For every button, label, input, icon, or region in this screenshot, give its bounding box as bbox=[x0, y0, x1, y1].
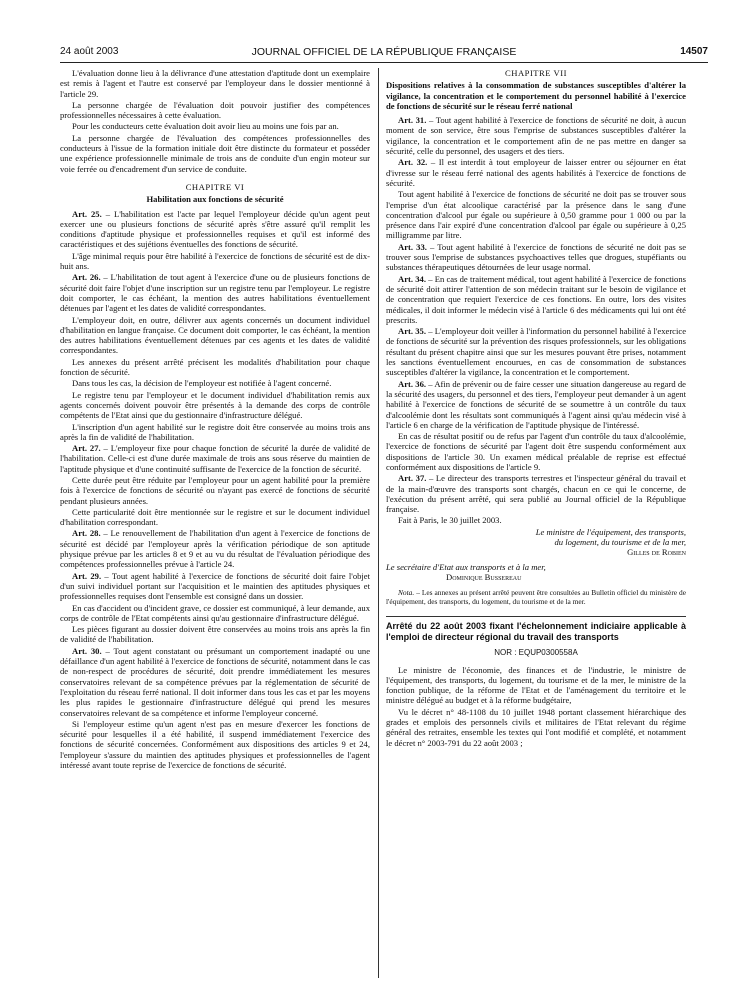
article-text: – En cas de traitement médical, tout agent habilité à l'exercice de fonctions de sécurité doit attirer l'attention de son médecin traitant sur le besoin de vigilance et de concentration que requiert l'exercice de ces fonctions. En outre, lors des visites médicales, il doit informer le médecin visé à l'article 6 des médicaments qui lui ont été prescrits. bbox=[386, 273, 686, 325]
paragraph: L'employeur doit, en outre, délivrer aux agents concernés un document individuel d'habilitation en langue française. Ce document doit comporter, le cas échéant, la mention des autres habilitations éventuellement détenues par ces agents et les dates de validité correspondantes. bbox=[60, 314, 370, 356]
article-text: – Tout agent habilité à l'exercice de fonctions de sécurité ne doit pas se trouver sous l'emprise de substances psychoactives telles que drogues, stupéfiants ou substances thérapeutiques détournées de leur usage normal. bbox=[386, 241, 687, 273]
article-text: – Le directeur des transports terrestres et l'inspecteur général du travail et de la main-d'œuvre des transports sont chargés, chacun en ce qui le concerne, de l'exécution du présent arrêté, qui sera publié au Journal officiel de la République française. bbox=[386, 473, 686, 515]
article-36 bbox=[386, 379, 686, 430]
article-32 bbox=[386, 157, 686, 188]
article-label: Art. 35. bbox=[398, 326, 426, 337]
running-header bbox=[60, 46, 708, 62]
paragraph: Cette durée peut être réduite par l'employeur pour un agent habilité pour la première fois à l'exercice de fonctions de sécurité ou n'ayant pas exercé de fonctions de sécurité pendant plusieurs années. bbox=[60, 474, 370, 506]
paragraph: L'inscription d'un agent habilité sur le registre doit être conservée au moins trois ans après la fin de validité de l'habilitation. bbox=[60, 421, 370, 442]
article-label: Art. 29. bbox=[72, 570, 102, 581]
article-text: – L'habilitation de tout agent à l'exercice d'une ou de plusieurs fonctions de sécurité doit faire l'objet d'une inscription sur un registre tenu par l'employeur. Le registre doit comporter, le cas échéant, la mention des autres habilitations éventuellement détenues par l'agent et les dates de validité correspondantes. bbox=[60, 272, 370, 314]
article-label: Art. 36. bbox=[398, 378, 427, 389]
header-rule bbox=[60, 62, 708, 63]
paragraph: Le ministre de l'économie, des finances et de l'industrie, le ministre de l'équipement, des transports, du logement, du tourisme et de la mer, le ministre de la fonction publique, de la réforme de l'Etat et de l'aménagement du territoire et le ministre délégué au budget et à la réforme budgétaire, bbox=[386, 664, 686, 706]
nor-reference: NOR : EQUP0300558A bbox=[494, 648, 578, 658]
paragraph: Dans tous les cas, la décision de l'employeur est notifiée à l'agent concerné. bbox=[72, 378, 332, 389]
paragraph: Les annexes du présent arrêté précisent les modalités d'habilitation pour chaque fonction de sécurité. bbox=[60, 356, 370, 378]
issue-date: 24 août 2003 bbox=[60, 46, 119, 57]
article-26 bbox=[60, 272, 370, 313]
article-text: – L'employeur fixe pour chaque fonction de sécurité la durée de validité de l'habilitation. Celle-ci est d'une durée maximale de trois ans sous réserve du maintien de l'aptitude physique et d'une continuité suffisante de l'exercice de la fonction de sécurité. bbox=[60, 443, 371, 474]
paragraph: Le registre tenu par l'employeur et le document individuel d'habilitation remis aux agents concernés doivent pouvoir être présentés à la demande des corps de contrôle compétents de l'Etat ainsi que du gestionnaire d'infrastructure délégué. bbox=[60, 389, 370, 421]
paragraph: Cette particularité doit être mentionnée sur le registre et sur le document individuel d'habilitation correspondant. bbox=[60, 506, 370, 528]
article-35 bbox=[386, 326, 686, 377]
chapter-heading: CHAPITRE VII bbox=[505, 68, 567, 78]
article-text: – Le renouvellement de l'habilitation d'un agent à l'exercice de fonctions de sécurité est décidé par l'employeur après la vérification périodique de son aptitude physique prévue par les articles 8 et 9 et au vu du résultat de l'évaluation périodique des compétences professionnelles prévue à l'article 24. bbox=[60, 528, 371, 570]
article-28 bbox=[60, 528, 370, 569]
article-label: Art. 28. bbox=[72, 528, 101, 539]
article-text: – L'habilitation est l'acte par lequel l'employeur décide qu'un agent peut exercer une ou plusieurs fonctions de sécurité après s'être assuré qu'il remplit les conditions d'aptitude physique et professionnelles requises et qu'il est informé des caractéristiques et des sujétions éventuelles des fonctions de sécurité. bbox=[60, 208, 371, 250]
paragraph: En cas d'accident ou d'incident grave, ce dossier est communiqué, à leur demande, aux corps de contrôle de l'Etat compétents ainsi qu'au gestionnaire d'infrastructure délégué. bbox=[60, 602, 370, 623]
article-label: Art. 31. bbox=[398, 115, 427, 126]
journal-title: JOURNAL OFFICIEL DE LA RÉPUBLIQUE FRANÇAISE bbox=[251, 46, 517, 58]
article-label: Art. 33. bbox=[398, 241, 427, 252]
secretary-title: Le secrétaire d'Etat aux transports et à la mer, bbox=[386, 561, 546, 572]
article-label: Art. 27. bbox=[72, 443, 101, 454]
paragraph: Tout agent habilité à l'exercice de fonctions de sécurité ne doit pas se trouver sous l'emprise d'un état alcoolique caractérisé par la présence dans le sang d'une concentration d'alcool pur égale ou supérieure à 0,50 gramme pour 1 000 ou par la présence dans l'air expiré d'une concentration d'alcool par égale ou supérieure à 0,25 milligramme par litre. bbox=[386, 189, 686, 241]
article-31 bbox=[386, 115, 686, 156]
article-27 bbox=[60, 443, 370, 474]
article-text: – L'employeur doit veiller à l'information du personnel habilité à l'exercice de fonctions de sécurité sur la prévention des risques professionnels, sur les obligations résultant du présent chapitre ainsi que sur les mesures pouvant être prises, notamment les sanctions éventuellement encourues, en cas de consommation de substances susceptibles d'altérer la vigilance, la concentration et le comportement. bbox=[386, 326, 687, 378]
paragraph: L'évaluation donne lieu à la délivrance d'une attestation d'aptitude dont un exemplaire est remis à l'agent et l'autre est conservé par l'employeur dans le dossier mentionné à l'article 29. bbox=[60, 68, 370, 99]
article-33 bbox=[386, 242, 686, 273]
paragraph: Pour les conducteurs cette évaluation doit avoir lieu au moins une fois par an. bbox=[72, 121, 339, 132]
decree-title: Arrêté du 22 août 2003 fixant l'échelonnement indiciaire applicable à l'emploi de directeur régional du travail des transports bbox=[386, 621, 686, 642]
note-label: Nota. bbox=[398, 588, 415, 598]
note bbox=[386, 588, 686, 606]
paragraph: En cas de résultat positif ou de refus par l'agent d'un contrôle du taux d'alcoolémie, l'exercice de fonctions de sécurité par l'agent doit être suspendu conformément aux dispositions de l'article 30. Un examen médical préalable de reprise est effectué conformément aux dispositions de l'article 9. bbox=[386, 431, 686, 472]
note-text: – Les annexes au présent arrêté peuvent être consultées au Bulletin officiel du ministère de l'équipement, des transports, du logement, du tourisme et de la mer. bbox=[386, 588, 686, 607]
article-30 bbox=[60, 646, 370, 718]
column-divider bbox=[378, 68, 379, 978]
paragraph: La personne chargée de l'évaluation des compétences professionnelles des conducteurs à l'issue de la formation initiale doit être distincte du formateur et posséder une expérience professionnelle minimale de trois ans de conduite d'un engin moteur sur voie ferrée ou d'encadrement d'un service de conduite. bbox=[60, 132, 370, 174]
page-number: 14507 bbox=[680, 46, 708, 57]
article-29 bbox=[60, 571, 370, 602]
chapter-title: Dispositions relatives à la consommation de substances susceptibles d'altérer la vigilance, la concentration et le comportement du personnel habilité à l'exercice de fonctions de sécurité sur le réseau ferré national bbox=[386, 80, 686, 111]
article-label: Art. 37. bbox=[398, 473, 427, 484]
section-rule bbox=[386, 616, 686, 617]
paragraph: Les pièces figurant au dossier doivent être conservées au moins trois ans après la fin de validité de l'habilitation. bbox=[60, 624, 370, 645]
chapter-heading: CHAPITRE VI bbox=[185, 181, 245, 192]
paragraph: Vu le décret n° 48-1108 du 10 juillet 1948 portant classement hiérarchique des grades et emplois des personnels civils et militaires de l'Etat relevant du régime général des retraites, ensemble les textes qui l'ont modifié et complété, et notamment le décret n° 2003-791 du 22 août 2003 ; bbox=[386, 706, 686, 748]
article-label: Art. 32. bbox=[398, 157, 428, 168]
secretary-name: Dominique Bussereau bbox=[446, 571, 522, 582]
paragraph: Si l'employeur estime qu'un agent n'est pas en mesure d'exercer les fonctions de sécurité pour lesquelles il a été habilité, il suspend immédiatement l'exercice des fonctions de sécurité concernées. Conformément aux dispositions des articles 9 et 24, l'employeur s'assure du maintien des aptitudes physiques et professionnelles de l'agent intéressé avant toute reprise de l'exercice de fonctions de sécurité. bbox=[60, 718, 370, 770]
article-text: – Il est interdit à tout employeur de laisser entrer ou séjourner en état d'ivresse sur le réseau ferré national des agents habilités à l'exercice de fonctions de sécurité. bbox=[386, 157, 686, 188]
chapter-title: Habilitation aux fonctions de sécurité bbox=[146, 194, 284, 205]
paragraph: La personne chargée de l'évaluation doit pouvoir justifier des compétences professionnelles nécessaires à cette évaluation. bbox=[60, 99, 370, 121]
done-at: Fait à Paris, le 30 juillet 2003. bbox=[398, 515, 502, 526]
article-label: Art. 34. bbox=[398, 273, 426, 284]
article-34 bbox=[386, 274, 686, 325]
article-37 bbox=[386, 473, 686, 514]
paragraph: L'âge minimal requis pour être habilité à l'exercice de fonctions de sécurité est de dix-huit ans. bbox=[60, 250, 370, 272]
article-label: Art. 26. bbox=[72, 272, 101, 283]
left-column bbox=[60, 68, 370, 771]
right-column bbox=[386, 68, 686, 749]
article-text: – Tout agent constatant ou présumant un comportement inadapté ou une défaillance d'un agent habilité à l'exercice de fonctions de sécurité, notamment dans le cas de non-respect de procédures de sécurité, doit prendre immédiatement les mesures conservatoires relevant de sa compétence prévues par la réglementation de sécurité de l'exploitation du réseau ferré national. Il doit informer dans tous les cas et par les moyens les plus rapides le gestionnaire d'infrastructure délégué qui prend les mesures conservatoires relevant de sa compétence et informe l'employeur concerné. bbox=[60, 645, 371, 718]
article-label: Art. 30. bbox=[72, 645, 102, 656]
minister-name: Gilles de Robien bbox=[627, 547, 686, 558]
article-text: – Tout agent habilité à l'exercice de fonctions de sécurité doit faire l'objet d'un suivi individuel portant sur l'acquisition et le maintien des aptitudes physiques et professionnelles requises dont l'ensemble est consigné dans un dossier. bbox=[60, 570, 371, 602]
article-text: – Afin de prévenir ou de faire cesser une situation dangereuse au regard de la sécurité des usagers, du personnel et des tiers, l'employeur peut demander à un agent habilité à l'exercice de fonctions de sécurité de se soumettre à un contrôle du taux d'alcoolémie dont les résultats sont communiqués à l'agent ainsi qu'au médecin visé à l'article 6 en charge de la vérification de l'aptitude physique de l'intéressé. bbox=[386, 378, 686, 430]
minister-title: Le ministre de l'équipement, des transports, bbox=[535, 526, 686, 537]
article-label: Art. 25. bbox=[72, 208, 102, 219]
article-text: – Tout agent habilité à l'exercice de fonctions de sécurité ne doit, à aucun moment de son service, être sous l'emprise de substances susceptibles d'altérer la vigilance, la concentration et le comportement afin de ne pas mettre en danger sa sécurité, celle du personnel, des usagers et des tiers. bbox=[386, 115, 687, 157]
article-25 bbox=[60, 209, 370, 250]
minister-title-cont: du logement, du tourisme et de la mer, bbox=[554, 537, 686, 548]
